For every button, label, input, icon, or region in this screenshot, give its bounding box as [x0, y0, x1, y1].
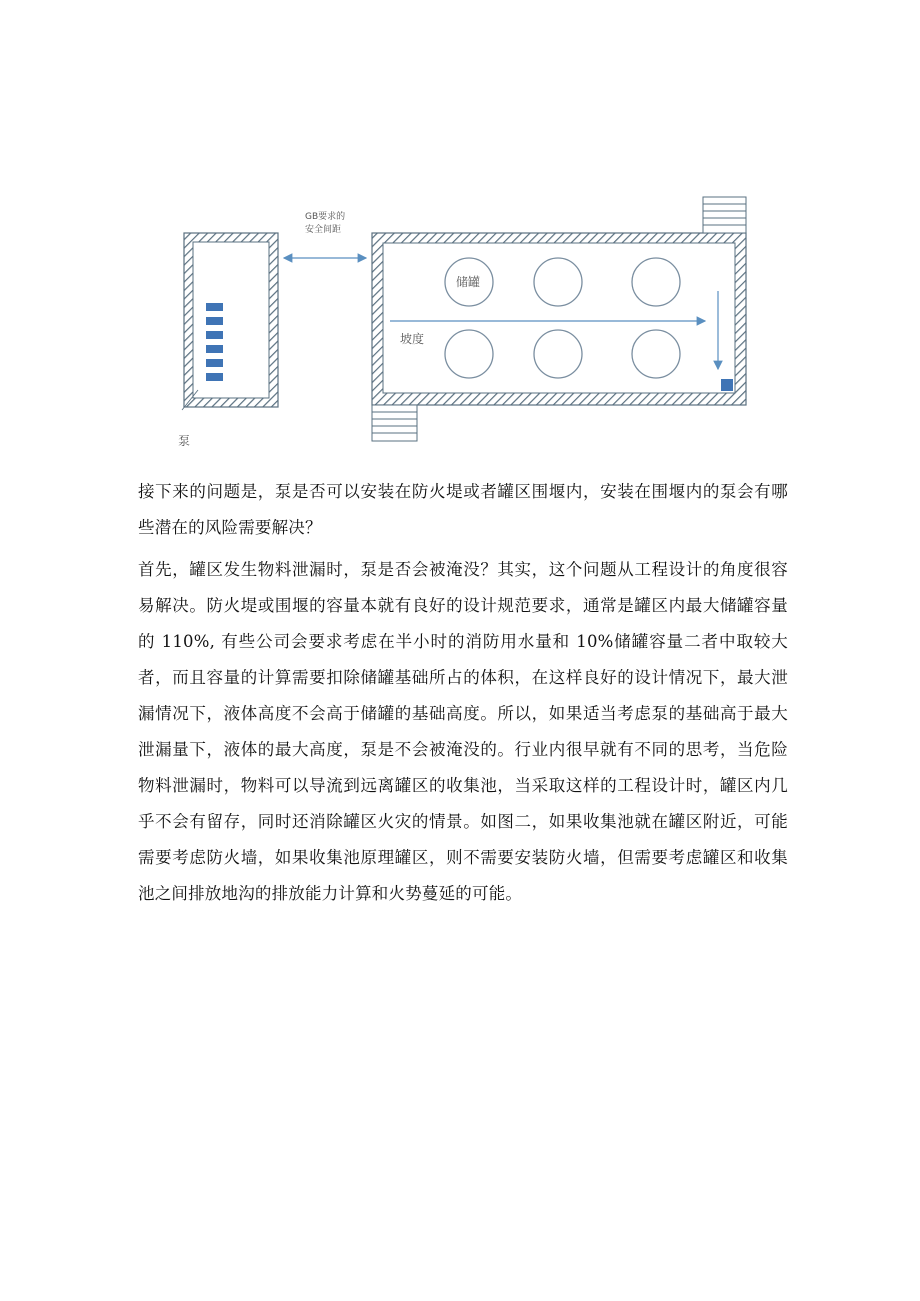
pump-unit [206, 331, 223, 339]
pump-unit [206, 303, 223, 311]
stairs-bottom-left [372, 405, 417, 441]
storage-tank [632, 258, 680, 306]
distance-label-line2: 安全间距 [305, 225, 342, 235]
storage-tank [632, 330, 680, 378]
pump-unit [206, 359, 223, 367]
tank-farm-diagram [160, 195, 760, 465]
stairs-top-right [703, 197, 746, 233]
sump [721, 379, 733, 391]
paragraph: 首先，罐区发生物料泄漏时，泵是否会被淹没？其实，这个问题从工程设计的角度很容易解决。防火堤或围堰的容量本就有良好的设计规范要求，通常是罐区内最大储罐容量的 110%, 有些公司会要求考虑在半小时的消防用水量和 10%储罐容量二者中取较大者，而且容量的计算需要扣除储罐基础所占的体积，在这样良好的设计情况下，最大泄漏情况下，液体高度不会高于储罐的基础高度。所以，如果适当考虑泵的基础高于最大泄漏量下，液体的最大高度，泵是不会被淹没的。行业内很早就有不同的思考，当危险物料泄漏时，物料可以导流到远离罐区的收集池，当采取这样的工程设计时，罐区内几乎不会有留存，同时还消除罐区火灾的情景。如图二，如果收集池就在罐区附近，可能需要考虑防火墙，如果收集池原理罐区，则不需要安装防火墙，但需要考虑罐区和收集池之间排放地沟的排放能力计算和火势蔓延的可能。 [138, 560, 788, 903]
pump-area [178, 233, 278, 448]
paragraph: 接下来的问题是，泵是否可以安装在防火堤或者罐区围堰内，安装在围堰内的泵会有哪些潜在的风险需要解决？ [138, 482, 788, 537]
slope-label: 坡度 [400, 332, 425, 346]
body-text [138, 474, 788, 912]
storage-tank [445, 330, 493, 378]
distance-label-line1: GB要求的 [305, 212, 346, 222]
storage-tank [534, 330, 582, 378]
pump-unit [206, 345, 223, 353]
pump-unit [206, 317, 223, 325]
tank-farm-dike [372, 197, 746, 441]
pump-unit [206, 373, 223, 381]
storage-tank [534, 258, 582, 306]
pump-label: 泵 [178, 434, 191, 448]
safety-distance-indicator [284, 210, 366, 258]
tank-label: 储罐 [456, 275, 481, 289]
